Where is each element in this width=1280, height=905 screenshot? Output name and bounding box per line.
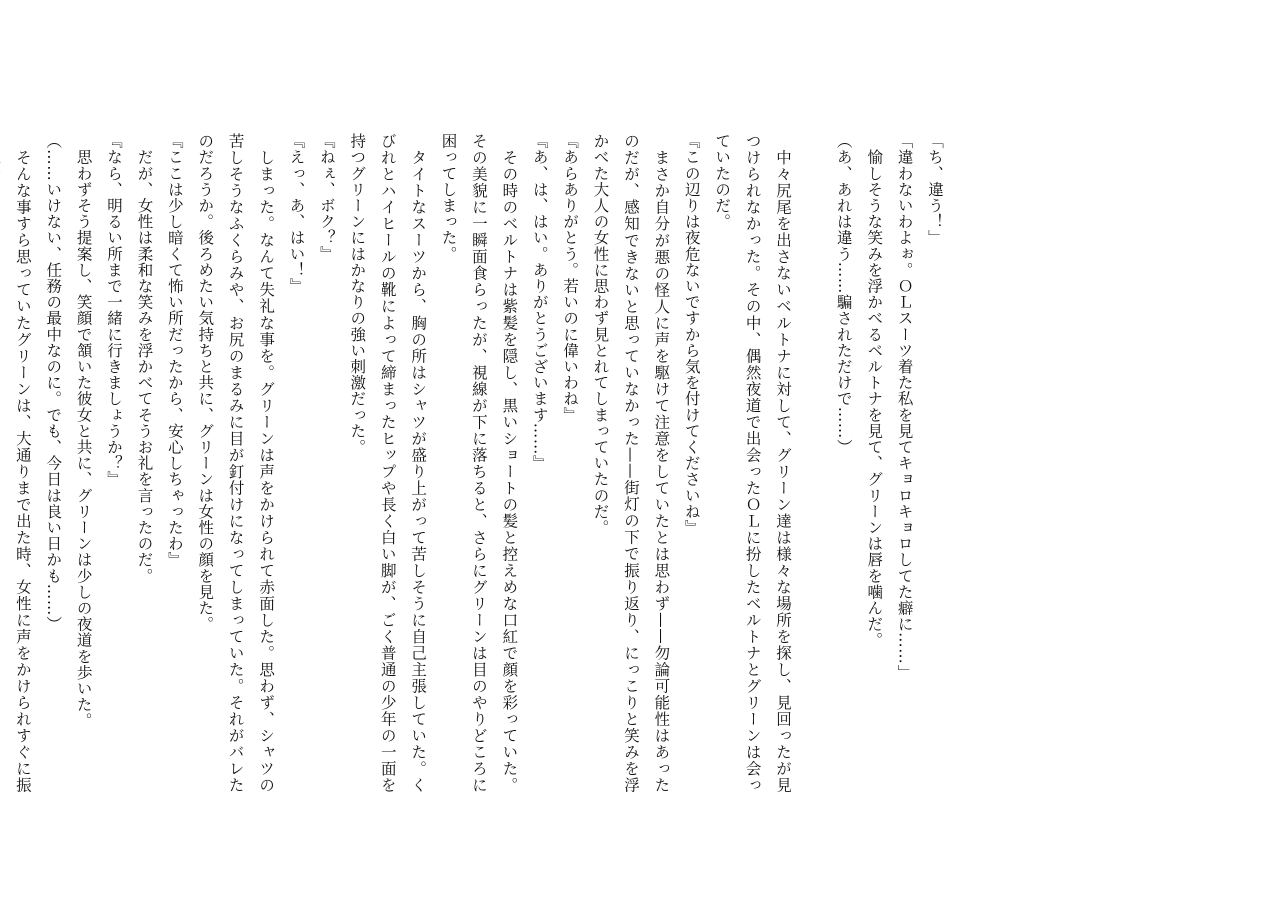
paragraph: 『あらありがとう。若いのに偉いわね』 [561,133,580,423]
paragraph: 『ここは少し暗くて怖い所だったから、安心しちゃったわ』 [165,133,184,568]
paragraph: 『なら、明るい所まで一緒に行きましょうか？』 [105,133,124,488]
blank-line [798,133,828,793]
paragraph: 中々尻尾を出さないベルトナに対して、グリーン達は様々な場所を探し、見回ったが見つけられなかった。その中、偶然夜道で出会ったＯＬに扮したベルトナとグリーンは会っていたのだ。 [713,133,792,793]
paragraph: 『えっ、あ、はい！』 [287,133,306,294]
paragraph: その時のベルトナは紫髪を隠し、黒いショートの髪と控えめな口紅で顔を彩っていた。その美貌に一瞬面食らったが、視線が下に落ちると、さらにグリーンは目のやりどころに困ってしまった。 [439,133,519,793]
paragraph: 『ねぇ、ボク？』 [317,133,336,262]
paragraph: 「ち、違う！」 [926,133,944,246]
paragraph: 愉しそうな笑みを浮かべるベルトナを見て、グリーンは唇を噛んだ。 [865,133,884,649]
paragraph: タイトなスーツから、胸の所はシャツが盛り上がって苦しそうに自己主張していた。くびれとハイヒールの靴によって締まったヒップや長く白い脚が、ごく普通の少年の一面を持つグリーンにはかなりの強い刺激だった。 [348,133,428,793]
paragraph: 思わずそう提案し、笑顔で頷いた彼女と共に、グリーンは少しの夜道を歩いた。 [74,133,93,729]
paragraph: （あ、あれは違う……騙されただけで……） [834,133,853,455]
paragraph: 『この辺りは夜危ないですから気を付けてくださいね』 [682,133,701,536]
paragraph: そんな事すら思っていたグリーンは、大通りまで出た時、女性に声をかけられすぐに振 [13,149,32,793]
paragraph: まさか自分が悪の怪人に声を駆けて注意をしていたとは思わず——勿論可能性はあったのだが、感知できないと思っていなかった——街灯の下で振り返り、にっこりと笑みを浮かべた大人の女性に思わず見とれてしまっていたのだ。 [591,133,671,793]
paragraph: 『あ、は、はい。ありがとうございます……』 [530,133,549,472]
paragraph: 「違わないわよぉ。ＯＬスーツ着た私を見てキョロキョロしてた癖に……」 [895,133,914,681]
paragraph: だが、女性は柔和な笑みを浮かべてそうお礼を言ったのだ。 [135,133,154,584]
vertical-text-body [13,133,950,793]
paragraph: （……いけない、任務の最中なのに。でも、今日は良い日かも……） [44,133,63,633]
paragraph: しまった。なんて失礼な事を。グリーンは声をかけられて赤面した。思わず、シャツの苦しそうなふくらみや、お尻のまるみに目が釘付けになってしまっていた。それがバレたのだろうか。後ろめたい気持ちと共に、グリーンは女性の顔を見た。 [196,133,276,793]
